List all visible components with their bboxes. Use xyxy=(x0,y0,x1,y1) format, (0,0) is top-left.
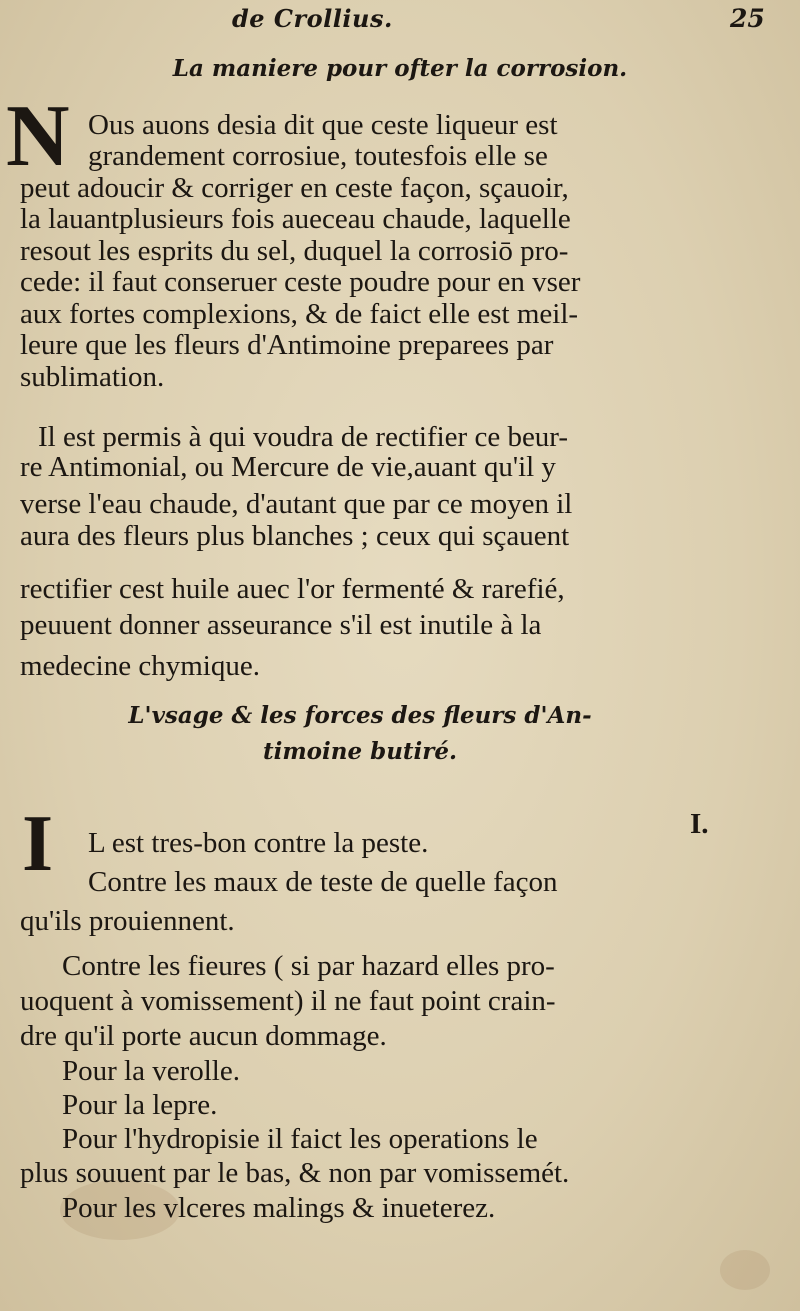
marginal-number: I. xyxy=(690,808,709,840)
text-line: Il est permis à qui voudra de rectifier ce beur- xyxy=(38,421,569,453)
running-head: de Crollius. xyxy=(232,4,393,33)
section-heading-line: L'vsage & les forces des fleurs d'An- xyxy=(128,702,592,729)
section-heading-line: timoine butiré. xyxy=(262,738,458,765)
text-line: verse l'eau chaude, d'autant que par ce moyen il xyxy=(20,488,573,520)
text-line: uoquent à vomissement) il ne faut point crain- xyxy=(20,985,556,1017)
text-line: cede: il faut conseruer ceste poudre pour en vser xyxy=(20,266,581,298)
section-heading xyxy=(40,698,680,770)
text-line: Ous auons desia dit que ceste liqueur est xyxy=(88,109,558,141)
text-line: peuuent donner asseurance s'il est inutile à la xyxy=(20,609,542,641)
text-line: medecine chymique. xyxy=(20,650,260,682)
text-line: Pour la lepre. xyxy=(62,1089,218,1121)
text-line: plus souuent par le bas, & non par vomissemét. xyxy=(20,1157,570,1189)
text-line: la lauantplusieurs fois aueceau chaude, laquelle xyxy=(20,203,571,235)
text-line: L est tres-bon contre la peste. xyxy=(88,827,429,859)
text-line: peut adoucir & corriger en ceste façon, sçauoir, xyxy=(20,172,569,204)
text-line: sublimation. xyxy=(20,361,165,393)
section-heading: La maniere pour ofter la corrosion. xyxy=(172,55,628,82)
text-line: qu'ils prouiennent. xyxy=(20,905,235,937)
text-line: re Antimonial, ou Mercure de vie,auant qu'il y xyxy=(20,451,556,483)
text-line: aux fortes complexions, & de faict elle est meil- xyxy=(20,298,579,330)
text-line: grandement corrosiue, toutesfois elle se xyxy=(88,140,548,172)
text-line: Contre les maux de teste de quelle façon xyxy=(88,866,558,898)
text-line: leure que les fleurs d'Antimoine preparees par xyxy=(20,329,554,361)
text-line: Contre les fieures ( si par hazard elles pro- xyxy=(62,950,555,982)
text-line: Pour l'hydropisie il faict les operations le xyxy=(62,1123,538,1155)
text-line: Pour les vlceres malings & inueterez. xyxy=(62,1192,496,1224)
paper-stain xyxy=(720,1250,770,1290)
text-line: rectifier cest huile auec l'or fermenté & rarefié, xyxy=(20,573,565,605)
text-line: Pour la verolle. xyxy=(62,1055,240,1087)
text-line: aura des fleurs plus blanches ; ceux qui sçauent xyxy=(20,520,570,552)
page-number: 25 xyxy=(730,4,765,33)
text-line: resout les esprits du sel, duquel la corrosiō pro- xyxy=(20,235,569,267)
text-line: dre qu'il porte aucun dommage. xyxy=(20,1020,387,1052)
drop-cap: I xyxy=(22,800,54,888)
drop-cap: N xyxy=(6,88,70,185)
